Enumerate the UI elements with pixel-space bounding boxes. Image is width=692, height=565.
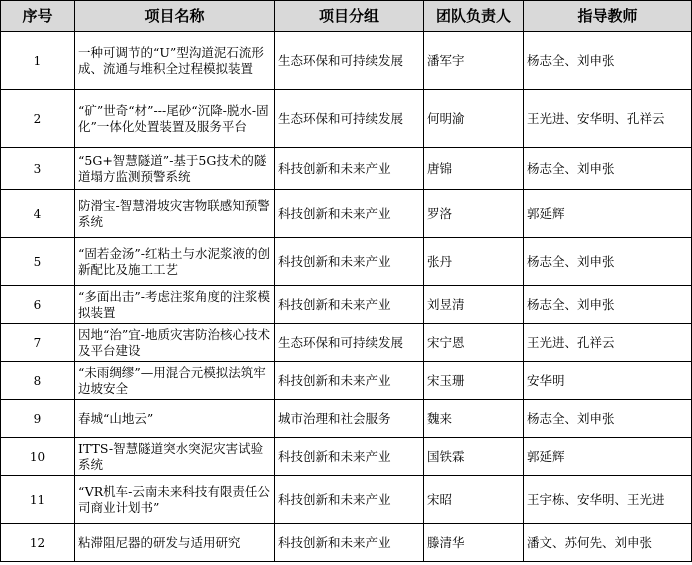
project-group-cell: 科技创新和未来产业 (275, 148, 424, 190)
project-group-cell: 科技创新和未来产业 (275, 524, 424, 562)
team-leader-cell: 刘昱清 (424, 286, 524, 324)
row-number: 7 (1, 324, 75, 362)
project-group-cell: 科技创新和未来产业 (275, 286, 424, 324)
project-name-cell: ITTS-智慧隧道突水突泥灾害试验系统 (75, 438, 275, 476)
header-leader: 团队负责人 (424, 1, 524, 32)
table-row (1, 190, 692, 238)
project-name-cell: “多面出击”-考虑注浆角度的注浆模拟装置 (75, 286, 275, 324)
project-group-cell: 生态环保和可持续发展 (275, 324, 424, 362)
project-name-cell: 一种可调节的“U”型沟道泥石流形成、流通与堆积全过程模拟装置 (75, 32, 275, 90)
advisor-cell: 杨志全、刘申张 (524, 148, 692, 190)
row-number: 12 (1, 524, 75, 562)
project-name-cell: “矿”世奇“材”---尾砂“沉降-脱水-固化”一体化处置装置及服务平台 (75, 90, 275, 148)
table-row (1, 362, 692, 400)
advisor-cell: 杨志全、刘申张 (524, 286, 692, 324)
project-group-cell: 科技创新和未来产业 (275, 438, 424, 476)
row-number: 2 (1, 90, 75, 148)
project-group-cell: 城市治理和社会服务 (275, 400, 424, 438)
row-number: 5 (1, 238, 75, 286)
table-row (1, 32, 692, 90)
project-name-cell: “5G+智慧隧道”-基于5G技术的隧道塌方监测预警系统 (75, 148, 275, 190)
team-leader-cell: 张丹 (424, 238, 524, 286)
header-row (1, 1, 692, 32)
row-number: 10 (1, 438, 75, 476)
advisor-cell: 王光进、安华明、孔祥云 (524, 90, 692, 148)
project-name-cell: 粘滞阻尼器的研发与适用研究 (75, 524, 275, 562)
advisor-cell: 杨志全、刘申张 (524, 238, 692, 286)
project-group-cell: 科技创新和未来产业 (275, 476, 424, 524)
project-name-cell: “未雨绸缪”—用混合元模拟法筑牢边坡安全 (75, 362, 275, 400)
advisor-cell: 王光进、孔祥云 (524, 324, 692, 362)
table-header (1, 1, 692, 32)
team-leader-cell: 宋昭 (424, 476, 524, 524)
table-row (1, 324, 692, 362)
advisor-cell: 郭延辉 (524, 190, 692, 238)
row-number: 6 (1, 286, 75, 324)
advisor-cell: 杨志全、刘申张 (524, 32, 692, 90)
table-row (1, 90, 692, 148)
team-leader-cell: 国铁霖 (424, 438, 524, 476)
header-group: 项目分组 (275, 1, 424, 32)
team-leader-cell: 宋宁恩 (424, 324, 524, 362)
advisor-cell: 杨志全、刘申张 (524, 400, 692, 438)
table-row (1, 400, 692, 438)
advisor-cell: 潘文、苏何先、刘申张 (524, 524, 692, 562)
row-number: 3 (1, 148, 75, 190)
advisor-cell: 安华明 (524, 362, 692, 400)
team-leader-cell: 何明渝 (424, 90, 524, 148)
project-name-cell: 因地“治”宜-地质灾害防治核心技术及平台建设 (75, 324, 275, 362)
row-number: 4 (1, 190, 75, 238)
row-number: 8 (1, 362, 75, 400)
row-number: 11 (1, 476, 75, 524)
project-name-cell: “固若金汤”-红粘土与水泥浆液的创新配比及施工工艺 (75, 238, 275, 286)
project-group-cell: 生态环保和可持续发展 (275, 90, 424, 148)
header-no: 序号 (1, 1, 75, 32)
project-group-cell: 生态环保和可持续发展 (275, 32, 424, 90)
advisor-cell: 王宇栋、安华明、王光进 (524, 476, 692, 524)
row-number: 1 (1, 32, 75, 90)
header-teacher: 指导教师 (524, 1, 692, 32)
project-group-cell: 科技创新和未来产业 (275, 238, 424, 286)
table-row (1, 476, 692, 524)
header-name: 项目名称 (75, 1, 275, 32)
advisor-cell: 郭延辉 (524, 438, 692, 476)
team-leader-cell: 宋玉珊 (424, 362, 524, 400)
table-row (1, 238, 692, 286)
row-number: 9 (1, 400, 75, 438)
table-row (1, 286, 692, 324)
table-body (1, 32, 692, 562)
table-row (1, 148, 692, 190)
project-name-cell: 春城“山地云” (75, 400, 275, 438)
team-leader-cell: 潘军宇 (424, 32, 524, 90)
team-leader-cell: 罗洛 (424, 190, 524, 238)
table-row (1, 438, 692, 476)
team-leader-cell: 唐锦 (424, 148, 524, 190)
team-leader-cell: 魏来 (424, 400, 524, 438)
team-leader-cell: 滕清华 (424, 524, 524, 562)
project-name-cell: 防滑宝-智慧滑坡灾害物联感知预警系统 (75, 190, 275, 238)
project-group-cell: 科技创新和未来产业 (275, 362, 424, 400)
table-row (1, 524, 692, 562)
project-group-cell: 科技创新和未来产业 (275, 190, 424, 238)
project-name-cell: “VR机车-云南未来科技有限责任公司商业计划书” (75, 476, 275, 524)
